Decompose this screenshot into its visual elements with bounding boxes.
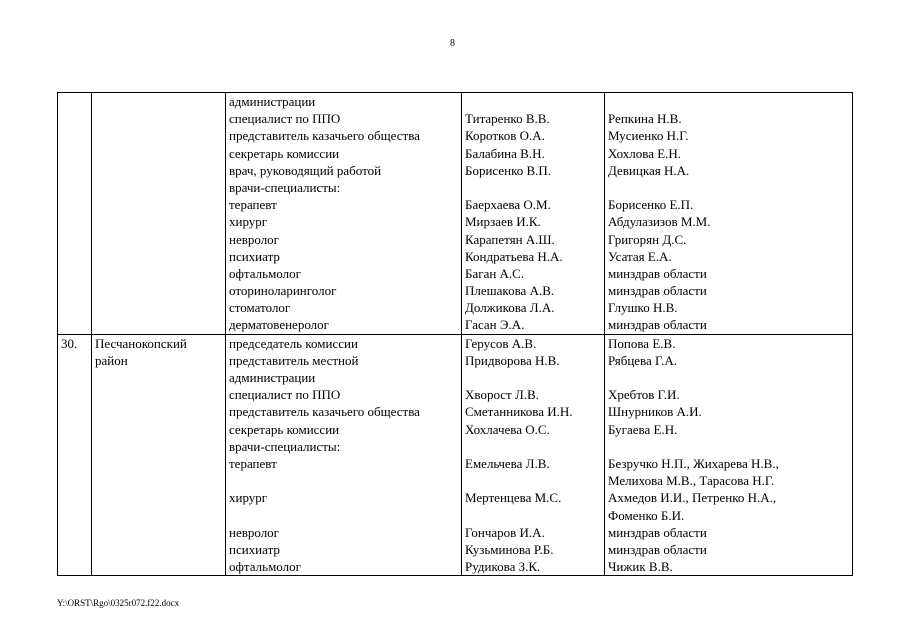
reserve-line: Абдулазизов М.М.	[608, 214, 711, 230]
member-line: Плешакова А.В.	[465, 283, 555, 299]
role-line: специалист по ППО	[229, 111, 341, 127]
page-number: 8	[450, 38, 455, 49]
reserve-line: Ахмедов И.И., Петренко Н.А.,	[608, 490, 777, 506]
reserve-line: Девицкая Н.А.	[608, 162, 690, 178]
reserve-line: Мелихова М.В., Тарасова Н.Г.	[608, 473, 775, 489]
member-line: Баган А.С.	[465, 265, 525, 281]
reserve-line: минздрав области	[608, 541, 707, 557]
member-line	[465, 369, 601, 386]
reserve-line	[608, 179, 849, 196]
reserve-line: Чижик В.В.	[608, 559, 673, 575]
footer-file-path: Y:\ORST\Rgo\0325r072.f22.docx	[57, 598, 180, 608]
row-number: 30.	[61, 335, 78, 351]
member-line: Мертенцева М.С.	[465, 490, 562, 506]
roles-cell	[226, 334, 462, 576]
reserve-line: минздрав области	[608, 524, 707, 540]
reserve-line	[608, 369, 849, 386]
member-line: Придворова Н.В.	[465, 352, 560, 368]
role-line: представитель местной	[229, 352, 359, 368]
role-line: врач, руководящий работой	[229, 162, 382, 178]
table-row	[58, 334, 853, 576]
role-line	[229, 472, 458, 489]
role-line: терапевт	[229, 455, 277, 471]
reserve-line: Безручко Н.П., Жихарева Н.В.,	[608, 455, 779, 471]
member-line: Хохлачева О.С.	[465, 421, 550, 437]
member-line	[465, 472, 601, 489]
reserve-line: Рябцева Г.А.	[608, 352, 677, 368]
reserve-line: Попова Е.В.	[608, 335, 676, 351]
member-line	[465, 179, 601, 196]
district-cell	[92, 334, 226, 576]
member-line: Мирзаев И.К.	[465, 214, 541, 230]
member-line: Балабина В.Н.	[465, 145, 545, 161]
role-line: секретарь комиссии	[229, 145, 340, 161]
role-line: представитель казачьего общества	[229, 128, 420, 144]
member-line: Кондратьева Н.А.	[465, 248, 563, 264]
role-line: невролог	[229, 524, 280, 540]
reserves-cell	[605, 334, 853, 576]
role-line: стоматолог	[229, 300, 291, 316]
role-line: офтальмолог	[229, 265, 301, 281]
role-line: хирург	[229, 490, 268, 506]
reserve-line: Фоменко Б.И.	[608, 507, 685, 523]
reserve-line: Мусиенко Н.Г.	[608, 128, 689, 144]
role-line: дерматовенеролог	[229, 317, 329, 333]
role-line: невролог	[229, 231, 280, 247]
role-line: офтальмолог	[229, 559, 301, 575]
role-line: терапевт	[229, 197, 277, 213]
reserve-line: Усатая Е.А.	[608, 248, 672, 264]
reserve-line: Глушко Н.В.	[608, 300, 678, 316]
district-name-line: Песчанокопский	[95, 335, 187, 351]
row-number-cell	[58, 334, 92, 576]
member-line: Карапетян А.Ш.	[465, 231, 555, 247]
role-line: психиатр	[229, 541, 280, 557]
member-line	[465, 507, 601, 524]
reserve-line	[608, 438, 849, 455]
role-line: специалист по ППО	[229, 387, 341, 403]
member-line	[465, 438, 601, 455]
role-line: представитель казачьего общества	[229, 404, 420, 420]
member-line: Емельчева Л.В.	[465, 455, 550, 471]
member-line: Борисенко В.П.	[465, 162, 552, 178]
member-line: Сметанникова И.Н.	[465, 404, 573, 420]
member-line: Баерхаева О.М.	[465, 197, 551, 213]
role-line: секретарь комиссии	[229, 421, 340, 437]
reserve-line: Борисенко Е.П.	[608, 197, 694, 213]
member-line: Хворост Л.В.	[465, 387, 539, 403]
role-line: врачи-специалисты:	[229, 438, 341, 454]
reserve-line	[608, 93, 849, 110]
member-line	[465, 93, 601, 110]
reserve-line: минздрав области	[608, 265, 707, 281]
reserve-line: Бугаева Е.Н.	[608, 421, 678, 437]
member-line: Гончаров И.А.	[465, 524, 545, 540]
reserve-line: Хребтов Г.И.	[608, 387, 680, 403]
role-line: врачи-специалисты:	[229, 179, 341, 195]
reserve-line: Григорян Д.С.	[608, 231, 687, 247]
role-line	[229, 507, 458, 524]
reserve-line: Шнурников А.И.	[608, 404, 702, 420]
member-line: Гасан Э.А.	[465, 317, 525, 333]
roles-cell	[226, 93, 462, 335]
table-row	[58, 93, 853, 335]
members-cell	[462, 93, 605, 335]
member-line: Рудикова З.К.	[465, 559, 541, 575]
role-line: хирург	[229, 214, 268, 230]
role-line: администрации	[229, 94, 316, 109]
member-line: Титаренко В.В.	[465, 111, 550, 127]
reserve-line: минздрав области	[608, 283, 707, 299]
district-name-line: район	[95, 352, 128, 368]
reserves-cell	[605, 93, 853, 335]
reserve-line: Хохлова Е.Н.	[608, 145, 682, 161]
row-number	[61, 93, 88, 110]
role-line: оториноларинголог	[229, 283, 337, 299]
role-line: председатель комиссии	[229, 335, 358, 351]
commission-table	[57, 92, 853, 576]
member-line: Должикова Л.А.	[465, 300, 555, 316]
reserve-line: Репкина Н.В.	[608, 111, 682, 127]
member-line: Кузьминова Р.Б.	[465, 541, 554, 557]
role-line: психиатр	[229, 248, 280, 264]
members-cell	[462, 334, 605, 576]
row-number-cell	[58, 93, 92, 335]
member-line: Коротков О.А.	[465, 128, 545, 144]
reserve-line: минздрав области	[608, 317, 707, 333]
role-line: администрации	[229, 370, 316, 385]
member-line: Герусов А.В.	[465, 335, 537, 351]
district-cell	[92, 93, 226, 335]
